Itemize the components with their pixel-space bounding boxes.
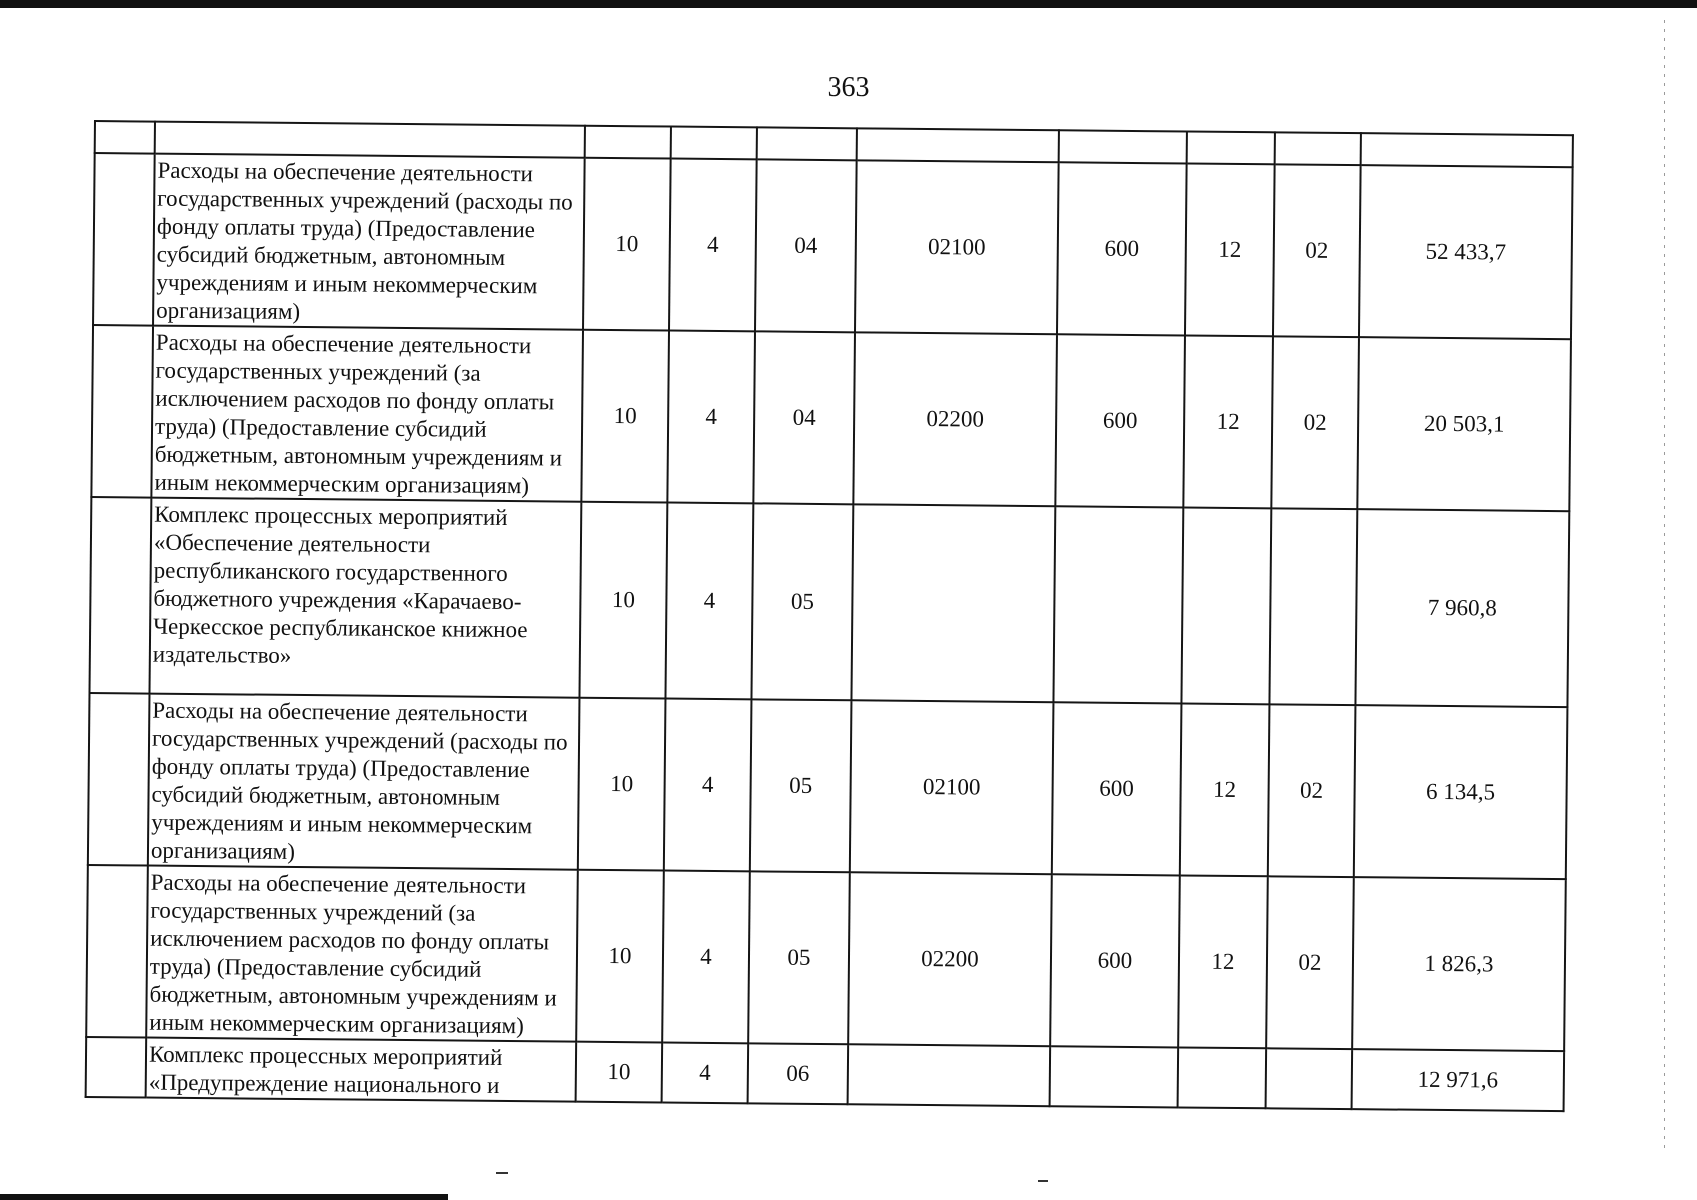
- direction-code: 02200: [848, 872, 1052, 1046]
- subsection-code: 4: [665, 503, 753, 700]
- expense-description: Расходы на обеспечение деятельности государственных учреждений (расходы по фонду оплаты труда) (Предоставление субсидий бюджетным, автономным учреждениям и иным некоммерческим организациям): [148, 694, 580, 870]
- table-cell: [95, 121, 155, 154]
- row-index-cell: [89, 497, 151, 694]
- table-row: [86, 865, 1566, 1051]
- table-cell: [1187, 131, 1275, 164]
- table-cell: [1275, 132, 1361, 165]
- expense-type-code: [1053, 506, 1183, 703]
- code-col-7: [1269, 508, 1357, 705]
- expense-description: Расходы на обеспечение деятельности государственных учреждений (за исключением расходов по фонду оплаты труда) (Предоставление субсидий бюджетным, автономным учреждениям и иным некоммерческим организациям): [151, 326, 583, 502]
- amount-value: 20 503,1: [1357, 337, 1571, 511]
- amount-value: 6 134,5: [1354, 705, 1568, 879]
- table-cell: [671, 127, 757, 160]
- scan-right-margin-noise: [1664, 20, 1665, 1150]
- direction-code: 02100: [855, 160, 1059, 334]
- direction-code: [848, 1044, 1051, 1106]
- code-col-6: 12: [1178, 875, 1268, 1048]
- subsection-code: 4: [669, 159, 757, 332]
- table-row: [93, 153, 1573, 339]
- table-row: [89, 497, 1569, 707]
- subsection-code: 4: [662, 1042, 749, 1103]
- code-col-7: [1266, 1048, 1353, 1109]
- table-cell: [1361, 133, 1573, 167]
- table-row: [91, 325, 1571, 511]
- table-cell: [757, 127, 857, 160]
- expense-description: Комплекс процессных мероприятий «Обеспечение деятельности республиканского государственного бюджетного учреждения «Карачаево-Черкесское республиканское книжное издательство»: [149, 498, 581, 698]
- program-code: 06: [748, 1043, 849, 1104]
- code-col-6: 12: [1185, 163, 1275, 336]
- page-number: 363: [827, 72, 870, 103]
- row-index-cell: [93, 153, 155, 326]
- row-index-cell: [91, 325, 153, 498]
- program-code: 05: [751, 503, 853, 700]
- table-cell: [585, 126, 671, 159]
- code-col-6: 12: [1183, 335, 1273, 508]
- amount-value: 7 960,8: [1355, 509, 1569, 707]
- direction-code: 02200: [853, 332, 1057, 506]
- subsection-code: 4: [662, 871, 750, 1044]
- program-code: 04: [755, 159, 857, 332]
- code-col-7: 02: [1266, 876, 1354, 1049]
- direction-code: 02100: [850, 700, 1054, 874]
- row-index-cell: [86, 1037, 147, 1098]
- subsection-code: 4: [664, 699, 752, 872]
- expense-type-code: [1050, 1046, 1179, 1107]
- program-code: 05: [750, 699, 852, 872]
- section-code: 10: [579, 502, 667, 699]
- table-cell: [1059, 130, 1187, 163]
- table-cell: [155, 122, 585, 158]
- expense-description: Комплекс процессных мероприятий «Предупреждение национального и: [146, 1038, 577, 1102]
- code-col-6: [1181, 507, 1271, 704]
- table-row: [88, 693, 1568, 879]
- section-code: 10: [576, 1042, 663, 1103]
- table-cell: [857, 128, 1059, 162]
- program-code: 04: [753, 331, 855, 504]
- expense-description: Расходы на обеспечение деятельности государственных учреждений (расходы по фонду оплаты труда) (Предоставление субсидий бюджетным, автономным учреждениям и иным некоммерческим организациям): [153, 154, 585, 330]
- expense-description: Расходы на обеспечение деятельности государственных учреждений (за исключением расходов по фонду оплаты труда) (Предоставление субсидий бюджетным, автономным учреждениям и иным некоммерческим организациям): [146, 866, 578, 1042]
- row-index-cell: [88, 693, 150, 866]
- amount-value: 1 826,3: [1352, 877, 1566, 1051]
- amount-value: 12 971,6: [1352, 1049, 1565, 1111]
- section-code: 10: [576, 870, 664, 1043]
- scan-speck: [1038, 1180, 1048, 1182]
- row-index-cell: [86, 865, 148, 1038]
- scan-top-edge: [0, 0, 1697, 8]
- section-code: 10: [583, 158, 671, 331]
- program-code: 05: [748, 871, 850, 1044]
- code-col-7: 02: [1271, 336, 1359, 509]
- code-col-6: [1178, 1047, 1267, 1108]
- table-row: [86, 1037, 1565, 1111]
- expense-type-code: 600: [1050, 874, 1180, 1047]
- code-col-7: 02: [1273, 164, 1361, 337]
- scan-bottom-edge: [0, 1194, 448, 1200]
- expense-type-code: 600: [1057, 162, 1187, 335]
- expense-type-code: 600: [1052, 702, 1182, 875]
- budget-table: [85, 120, 1574, 1112]
- code-col-7: 02: [1268, 704, 1356, 877]
- subsection-code: 4: [667, 331, 755, 504]
- amount-value: 52 433,7: [1359, 165, 1573, 339]
- scan-speck: [496, 1172, 508, 1174]
- code-col-6: 12: [1180, 703, 1270, 876]
- section-code: 10: [581, 330, 669, 503]
- section-code: 10: [578, 698, 666, 871]
- expense-type-code: 600: [1055, 334, 1185, 507]
- direction-code: [851, 504, 1055, 702]
